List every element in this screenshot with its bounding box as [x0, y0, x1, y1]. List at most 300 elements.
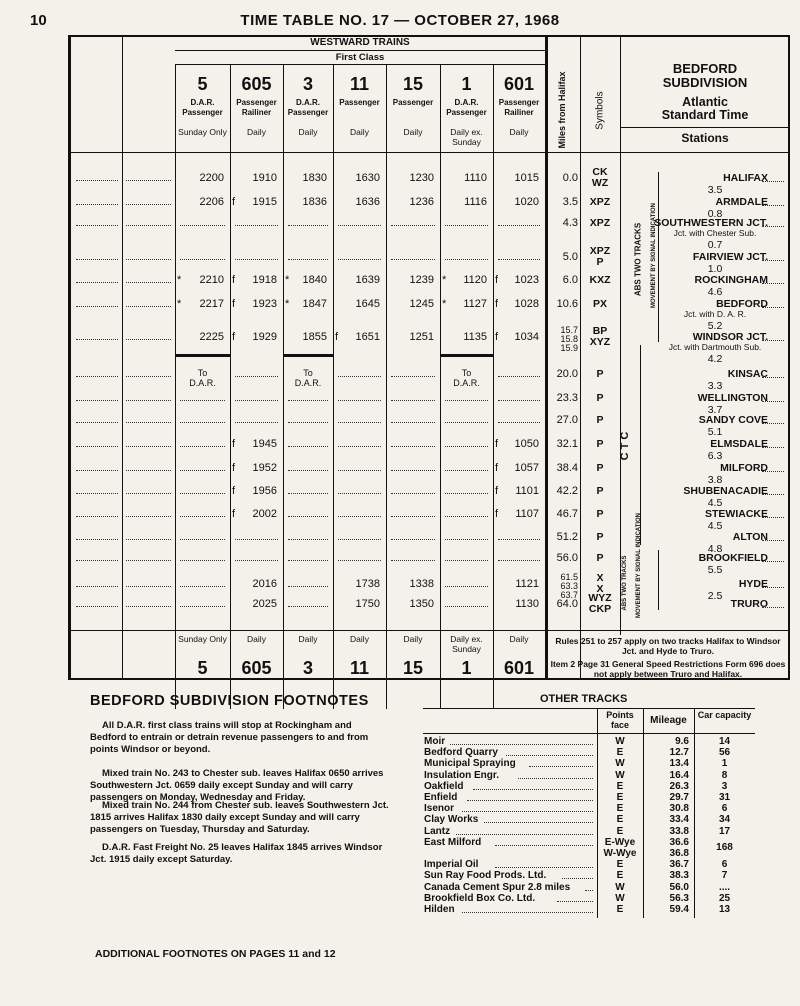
car-capacity: 7	[721, 870, 728, 882]
row-leader	[126, 539, 171, 540]
empty-time	[235, 225, 278, 226]
ot-leader	[450, 744, 593, 745]
stop-flag: f	[495, 508, 499, 520]
empty-time	[498, 422, 540, 423]
empty-time	[391, 560, 435, 561]
train-number: 5	[197, 74, 208, 94]
station-leader	[762, 401, 784, 402]
junction-note: Jct. with Dartmouth Sub.	[668, 342, 762, 352]
symbol-code: BP	[592, 325, 608, 337]
mileage: 64.0	[556, 598, 578, 610]
signal-bracket	[658, 172, 659, 342]
mileage-value: 33.4	[669, 814, 689, 826]
stop-flag: f	[495, 274, 499, 286]
empty-time	[180, 493, 225, 494]
ot-leader	[518, 778, 593, 779]
departure-time: 1121	[515, 578, 539, 590]
mileage: 6.0	[562, 274, 578, 286]
mileage: 63.7	[560, 590, 578, 600]
stop-flag: f	[232, 274, 236, 286]
train-days: Daily	[350, 127, 369, 137]
signal-abs: ABS TWO TRACKS	[633, 222, 643, 297]
ot-rule	[423, 708, 755, 709]
empty-time	[338, 259, 381, 260]
row-leader	[126, 259, 171, 260]
column-divider	[230, 64, 231, 709]
empty-time	[338, 446, 381, 447]
departure-time: 1239	[409, 274, 434, 286]
ot-header: Car capacity	[697, 710, 752, 720]
station-name: BEDFORD	[716, 298, 768, 310]
empty-time	[391, 470, 435, 471]
segment-distance: 5.2	[707, 320, 723, 332]
mileage: 20.0	[556, 368, 578, 380]
station-leader	[762, 540, 784, 541]
train-days-footer: Daily	[350, 634, 369, 644]
departure-time: 1130	[515, 598, 539, 610]
train-days: Daily	[509, 127, 529, 137]
train-number: 1	[461, 74, 472, 94]
station-leader	[762, 447, 784, 448]
row-leader	[126, 493, 171, 494]
symbol-code: XPZ	[589, 245, 611, 257]
segment-distance: 6.3	[707, 450, 723, 462]
other-track-name: Bedford Quarry	[424, 747, 498, 759]
segment-distance: 1.0	[707, 263, 723, 275]
station-name: ROCKINGHAM	[694, 274, 768, 286]
row-leader	[76, 560, 118, 561]
row-leader	[126, 516, 171, 517]
mileage-value: 59.4	[669, 904, 689, 915]
departure-time: 1101	[515, 485, 539, 497]
mileage: 0.0	[562, 172, 578, 184]
mileage-value: 56.3	[669, 892, 689, 904]
empty-time	[288, 493, 328, 494]
points-face: E	[616, 747, 624, 759]
departure-time: 1840	[302, 274, 327, 286]
row-leader	[76, 470, 118, 471]
symbol-code: P	[596, 438, 604, 450]
row-leader	[76, 586, 118, 587]
station-name: HYDE	[738, 578, 768, 590]
other-tracks-title: OTHER TRACKS	[540, 693, 628, 705]
departure-time: 1015	[514, 172, 539, 184]
station-leader	[762, 587, 784, 588]
rules-note: Rules 251 to 257 apply on two tracks Halifax to Windsor Jct. and Hyde to Truro.	[555, 636, 781, 656]
column-divider	[122, 35, 123, 680]
stop-flag: f	[495, 298, 499, 310]
other-track-name: Insulation Engr.	[424, 769, 500, 781]
station-name: TRURO	[730, 598, 768, 610]
train-type: D.A.R. Passenger	[287, 98, 329, 117]
column-divider	[70, 35, 71, 680]
mileage-value: 29.7	[669, 792, 689, 803]
column-divider	[386, 64, 387, 709]
mileage-value: 9.6	[675, 736, 689, 747]
station-name: WINDSOR JCT.	[692, 331, 768, 343]
other-track-name: Clay Works	[424, 814, 479, 826]
ot-leader	[456, 834, 593, 835]
segment-distance: 3.7	[707, 404, 723, 416]
empty-time	[338, 516, 381, 517]
timezone: Standard Time	[661, 108, 749, 122]
header-rule	[68, 152, 790, 153]
empty-time	[288, 516, 328, 517]
station-name: ELMSDALE	[710, 438, 768, 450]
empty-time	[498, 259, 540, 260]
departure-time: 1929	[252, 331, 277, 343]
car-capacity: 8	[721, 769, 728, 781]
stop-flag: f	[495, 438, 499, 450]
row-leader	[126, 446, 171, 447]
empty-time	[445, 446, 488, 447]
empty-time	[391, 225, 435, 226]
empty-time	[235, 259, 278, 260]
train-number: 11	[349, 74, 370, 94]
points-face: W	[615, 758, 625, 770]
departure-time: 1245	[409, 298, 434, 310]
empty-time	[445, 539, 488, 540]
mileage: 63.3	[560, 581, 578, 591]
empty-time	[288, 586, 328, 587]
empty-time	[498, 225, 540, 226]
train-days-footer: Daily	[509, 634, 529, 644]
points-face: E	[616, 780, 624, 792]
symbol-code: P	[596, 485, 604, 497]
ot-rule	[423, 733, 755, 734]
station-name: KINSAC	[727, 368, 768, 380]
mileage-value: 12.7	[669, 747, 689, 759]
car-capacity: 6	[721, 859, 728, 871]
other-track-name: Hilden	[424, 904, 455, 915]
departure-time: 1651	[355, 331, 380, 343]
train-number: 15	[402, 74, 424, 94]
departure-time: 2217	[199, 298, 224, 310]
mileage-value: 26.3	[669, 780, 689, 792]
subdivision-name: SUBDIVISION	[662, 75, 748, 90]
station-leader	[762, 307, 784, 308]
stop-flag: f	[232, 508, 236, 520]
car-capacity: 34	[718, 814, 731, 826]
subdivision-name: BEDFORD	[672, 61, 738, 76]
segment-distance: 4.8	[707, 543, 723, 555]
mileage: 56.0	[556, 552, 578, 564]
departure-time: 1023	[514, 274, 539, 286]
empty-time	[235, 539, 278, 540]
mileage-value: 13.4	[669, 758, 689, 770]
train-number-footer: 601	[503, 658, 535, 678]
other-track-name: Sun Ray Food Prods. Ltd.	[424, 870, 547, 882]
footer-rule	[68, 630, 790, 631]
stations-header: Stations	[681, 131, 729, 145]
points-face: E	[616, 825, 624, 837]
symbol-code: P	[596, 392, 604, 404]
car-capacity: ....	[718, 881, 731, 893]
station-name: SHUBENACADIE	[683, 485, 768, 497]
column-divider	[620, 35, 621, 635]
row-leader	[126, 376, 171, 377]
departure-time: 1120	[463, 274, 487, 286]
column-divider	[333, 64, 334, 709]
row-leader	[76, 539, 118, 540]
other-track-name: Lantz	[424, 825, 451, 837]
row-leader	[126, 225, 171, 226]
symbol-code: PX	[592, 298, 607, 310]
empty-time	[338, 400, 381, 401]
segment-distance: 0.8	[707, 208, 723, 220]
connection-note: D.A.R.	[453, 378, 480, 388]
station-name: HALIFAX	[723, 172, 768, 184]
station-leader	[762, 377, 784, 378]
empty-time	[391, 539, 435, 540]
departure-time: 1020	[514, 196, 539, 208]
departure-time: 1847	[302, 298, 327, 310]
train-days: Daily ex. Sunday	[450, 127, 483, 147]
train-type: Passenger Railiner	[236, 98, 277, 117]
segment-distance: 4.2	[707, 353, 723, 365]
train-type: D.A.R. Passenger	[446, 98, 487, 117]
symbol-code: WYZ	[588, 592, 612, 604]
empty-time	[445, 225, 488, 226]
row-leader	[126, 470, 171, 471]
empty-time	[445, 586, 488, 587]
station-leader	[762, 260, 784, 261]
row-leader	[126, 204, 171, 205]
row-leader	[76, 422, 118, 423]
symbol-code: KXZ	[589, 274, 611, 286]
mileage: 32.1	[556, 438, 578, 450]
car-capacity: 1	[721, 758, 728, 770]
station-name: ARMDALE	[715, 196, 768, 208]
mileage: 15.9	[560, 343, 578, 353]
departure-time: 1738	[355, 578, 380, 590]
ot-leader	[495, 867, 593, 868]
train-number-footer: 605	[241, 658, 272, 678]
symbols-header: Symbols	[594, 91, 606, 130]
mileage: 27.0	[556, 414, 578, 426]
ot-leader	[562, 878, 593, 879]
symbol-code: P	[596, 552, 604, 564]
other-track-name: Imperial Oil	[424, 859, 479, 871]
station-name: WELLINGTON	[697, 392, 768, 404]
empty-time	[391, 446, 435, 447]
mileage: 15.8	[560, 334, 578, 344]
train-days-footer: Daily	[403, 634, 423, 644]
points-face: W	[615, 881, 625, 893]
row-leader	[76, 180, 118, 181]
departure-time: 1918	[252, 274, 277, 286]
departure-time: 1923	[252, 298, 277, 310]
train-days-footer: Daily	[298, 634, 318, 644]
mileage: 46.7	[556, 508, 578, 520]
stop-flag: f	[495, 331, 499, 343]
symbol-code: CKP	[588, 603, 612, 615]
row-leader	[126, 422, 171, 423]
row-leader	[76, 225, 118, 226]
terminus-rule	[283, 354, 333, 357]
direction-label: WESTWARD TRAINS	[310, 37, 410, 48]
empty-time	[391, 422, 435, 423]
departure-time: 1110	[464, 172, 487, 184]
train-number: 605	[241, 74, 272, 94]
departure-time: 1636	[355, 196, 380, 208]
empty-time	[235, 422, 278, 423]
departure-time: 1645	[355, 298, 380, 310]
page-number: 10	[30, 12, 47, 29]
station-name: SOUTHWESTERN JCT.	[654, 217, 768, 229]
station-name: ALTON	[732, 531, 768, 543]
train-type: Passenger	[392, 98, 434, 107]
station-leader	[762, 561, 784, 562]
symbol-code: P	[596, 462, 604, 474]
train-number-footer: 15	[402, 658, 424, 678]
mileage-value: 33.8	[669, 825, 689, 837]
empty-time	[498, 560, 540, 561]
symbol-code: CK	[592, 166, 608, 178]
points-face: E	[616, 859, 624, 871]
signal-bracket	[658, 550, 659, 610]
station-leader	[762, 517, 784, 518]
row-leader	[126, 606, 171, 607]
empty-time	[391, 400, 435, 401]
connection-note: To	[303, 368, 313, 378]
empty-time	[288, 400, 328, 401]
station-name: STEWIACKE	[705, 508, 768, 520]
empty-time	[391, 376, 435, 377]
departure-time: 2002	[252, 508, 277, 520]
car-capacity: 6	[721, 803, 728, 815]
footnote-paragraph: All D.A.R. first class trains will stop at Rockingham and Bedford to entrain or detrain revenue passengers to and from points Windsor or beyond.	[90, 720, 369, 755]
segment-distance: 2.5	[707, 590, 723, 602]
empty-time	[391, 493, 435, 494]
stop-flag: f	[232, 331, 236, 343]
row-leader	[76, 376, 118, 377]
mileage: 38.4	[556, 462, 578, 474]
station-leader	[762, 423, 784, 424]
row-leader	[76, 259, 118, 260]
other-track-name: Isenor	[424, 803, 455, 815]
ot-leader	[462, 912, 593, 913]
empty-time	[498, 376, 540, 377]
station-leader	[762, 226, 784, 227]
empty-time	[235, 400, 278, 401]
empty-time	[180, 586, 225, 587]
stop-flag: f	[232, 298, 236, 310]
terminus-rule	[440, 354, 493, 357]
empty-time	[288, 606, 328, 607]
train-days: Daily	[298, 127, 318, 137]
symbol-code: P	[596, 531, 604, 543]
station-leader	[762, 494, 784, 495]
station-name: MILFORD	[720, 462, 768, 474]
departure-time: 2210	[199, 274, 224, 286]
car-capacity	[694, 848, 755, 859]
ot-header: Points face	[606, 710, 634, 730]
other-track-name: Canada Cement Spur 2.8 miles	[424, 881, 571, 893]
points-face: E	[616, 803, 624, 815]
empty-time	[288, 225, 328, 226]
empty-time	[498, 539, 540, 540]
footnotes-title: BEDFORD SUBDIVISION FOOTNOTES	[90, 693, 369, 709]
row-leader	[76, 282, 118, 283]
symbol-code: XPZ	[589, 217, 611, 229]
other-track-name: Brookfield Box Co. Ltd.	[424, 892, 536, 904]
row-leader	[126, 282, 171, 283]
departure-time: 1910	[252, 172, 277, 184]
footnote-paragraph: Mixed train No. 244 from Chester sub. leaves Southwestern Jct. 1815 arrives Halifax 1830 daily except Sunday and will carry passengers on Tuesday, Thursday and Saturday.	[90, 800, 389, 835]
stop-flag: *	[285, 274, 290, 286]
departure-time: 1630	[355, 172, 380, 184]
footnote-paragraph: D.A.R. Fast Freight No. 25 leaves Halifax 1845 arrives Windsor Jct. 1915 daily except Saturday.	[90, 842, 383, 865]
empty-time	[180, 259, 225, 260]
ot-leader	[462, 811, 593, 812]
points-face: E-Wye	[604, 836, 636, 848]
empty-time	[288, 560, 328, 561]
ot-leader	[473, 789, 593, 790]
car-capacity: 25	[718, 892, 731, 904]
header-rule	[175, 64, 545, 65]
empty-time	[338, 560, 381, 561]
train-days-footer: Sunday Only	[178, 634, 227, 644]
station-name: BROOKFIELD	[698, 552, 768, 564]
stop-flag: f	[495, 485, 499, 497]
connection-note: To	[197, 368, 208, 378]
stop-flag: *	[285, 298, 290, 310]
symbol-code: X	[596, 583, 604, 595]
departure-time: 1236	[409, 196, 434, 208]
symbol-code: P	[596, 256, 604, 268]
empty-time	[498, 400, 540, 401]
empty-time	[445, 422, 488, 423]
car-capacity: 168	[716, 841, 733, 853]
mileage: 15.7	[560, 325, 578, 335]
car-capacity: 14	[718, 736, 731, 747]
departure-time: 1251	[409, 331, 434, 343]
ot-leader	[585, 890, 593, 891]
empty-time	[391, 516, 435, 517]
departure-time: 1945	[252, 438, 277, 450]
segment-distance: 3.5	[707, 184, 723, 196]
ot-leader	[467, 800, 593, 801]
row-leader	[126, 586, 171, 587]
train-number-footer: 1	[461, 658, 472, 678]
mileage: 61.5	[560, 572, 578, 582]
symbol-code: P	[596, 414, 604, 426]
departure-time: 1915	[252, 196, 277, 208]
car-capacity: 3	[721, 780, 728, 792]
station-name: SANDY COVE	[698, 414, 768, 426]
column-divider	[493, 64, 494, 709]
empty-time	[445, 470, 488, 471]
empty-time	[338, 225, 381, 226]
signal-bracket	[640, 345, 641, 545]
row-leader	[126, 560, 171, 561]
station-leader	[762, 283, 784, 284]
departure-time: 1028	[514, 298, 539, 310]
item-note: Item 2 Page 31 General Speed Restrictions Form 696 does not apply between Truro and Halifax.	[550, 659, 786, 679]
segment-distance: 4.5	[707, 497, 723, 509]
empty-time	[180, 446, 225, 447]
car-capacity: 31	[718, 792, 731, 803]
symbol-code: XPZ	[589, 196, 611, 208]
train-number-footer: 3	[302, 658, 313, 678]
mileage: 23.3	[556, 392, 578, 404]
row-leader	[126, 180, 171, 181]
empty-time	[445, 516, 488, 517]
miles-header: Miles from Halifax	[557, 71, 567, 149]
departure-time: 1350	[409, 598, 434, 610]
train-days-footer: Daily ex. Sunday	[450, 634, 483, 654]
